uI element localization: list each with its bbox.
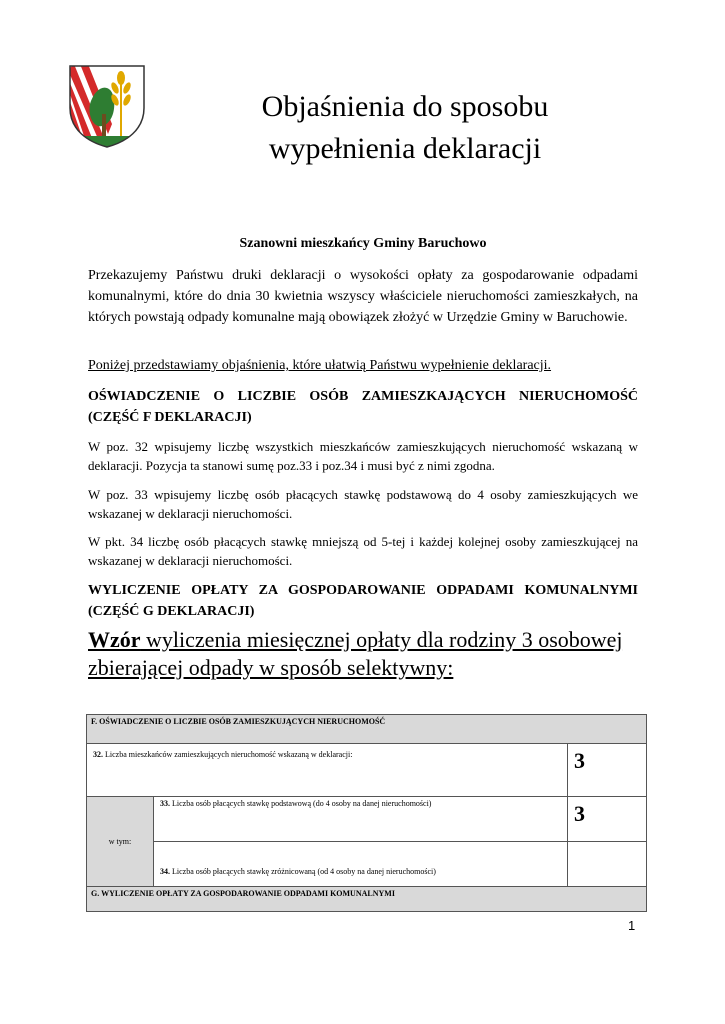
form-row-33-text: Liczba osób płacących stawkę podstawową (do 4 osoby na danej nieruchomości) bbox=[170, 799, 432, 808]
section-f-item-32: W poz. 32 wpisujemy liczbę wszystkich mieszkańców zamieszkujących nieruchomość wskazaną w deklaracji. Pozycja ta stanowi sumę poz.33 i poz.34 i musi być z nimi zgodna. bbox=[88, 439, 638, 473]
form-row-34-label bbox=[154, 842, 568, 887]
declaration-form-table bbox=[86, 714, 647, 912]
coat-of-arms-logo bbox=[68, 64, 146, 148]
form-row-33-value[interactable]: 3 bbox=[568, 797, 647, 842]
formula-line-1 bbox=[88, 627, 623, 652]
formula-bold: Wzór bbox=[88, 627, 141, 652]
section-f-item-34: W pkt. 34 liczbę osób płacących stawkę mniejszą od 5-tej i każdej kolejnej osoby zamieszkującej na wskazanej w deklaracji nieruchomości. bbox=[88, 534, 638, 568]
form-row-34-number: 34. bbox=[160, 867, 170, 876]
form-row-32-label bbox=[87, 744, 568, 797]
form-row-32-number: 32. bbox=[93, 750, 103, 759]
form-row-34-line bbox=[160, 867, 561, 884]
section-g-heading: WYLICZENIE OPŁATY ZA GOSPODAROWANIE ODPADAMI KOMUNALNYMI (CZĘŚĆ G DEKLARACJI) bbox=[88, 583, 638, 619]
form-row-33-label bbox=[154, 797, 568, 842]
form-row-34-text: Liczba osób płacących stawkę zróżnicowaną (od 4 osoby na danej nieruchomości) bbox=[170, 867, 436, 876]
section-f-item-33: W poz. 33 wpisujemy liczbę osób płacących stawkę podstawową do 4 osoby zamieszkujących we wskazanej w deklaracji nieruchomości. bbox=[88, 487, 638, 521]
formula-heading bbox=[88, 626, 648, 682]
formula-line-2: zbierającej odpady w sposób selektywny: bbox=[88, 655, 454, 680]
intro-paragraph-2: Poniżej przedstawiamy objaśnienia, które ułatwią Państwu wypełnienie deklaracji. bbox=[88, 358, 552, 373]
form-row-33-number: 33. bbox=[160, 799, 170, 808]
formula-line-1-text: wyliczenia miesięcznej opłaty dla rodziny 3 osobowej bbox=[140, 627, 623, 652]
form-row-32-value[interactable]: 3 bbox=[568, 744, 647, 797]
page-number: 1 bbox=[628, 918, 636, 933]
form-section-f-header: F. OŚWIADCZENIE O LICZBIE OSÓB ZAMIESZKUJĄCYCH NIERUCHOMOŚĆ bbox=[87, 715, 647, 744]
form-section-g-header: G. WYLICZENIE OPŁATY ZA GOSPODAROWANIE ODPADAMI KOMUNALNYMI bbox=[87, 887, 647, 912]
title-line-2: wypełnienia deklaracji bbox=[268, 132, 542, 165]
section-f-heading: OŚWIADCZENIE O LICZBIE OSÓB ZAMIESZKAJĄCYCH NIERUCHOMOŚĆ (CZĘŚĆ F DEKLARACJI) bbox=[88, 389, 638, 425]
page-title bbox=[215, 86, 595, 170]
title-line-1: Objaśnienia do sposobu bbox=[261, 90, 549, 123]
form-row-34-value[interactable] bbox=[568, 842, 647, 887]
intro-paragraph: Przekazujemy Państwu druki deklaracji o wysokości opłaty za gospodarowanie odpadami komunalnymi, które do dnia 30 kwietnia wszyscy właściciele nieruchomości zamieszkałych, na których powstają odpady komunalne mają obowiązek złożyć w Urzędzie Gminy w Baruchowie. bbox=[88, 268, 638, 325]
greeting: Szanowni mieszkańcy Gminy Baruchowo bbox=[239, 236, 487, 251]
form-row-32-text: Liczba mieszkańców zamieszkujących nieruchomość wskazaną w deklaracji: bbox=[103, 750, 353, 759]
form-w-tym-label: w tym: bbox=[87, 797, 154, 887]
